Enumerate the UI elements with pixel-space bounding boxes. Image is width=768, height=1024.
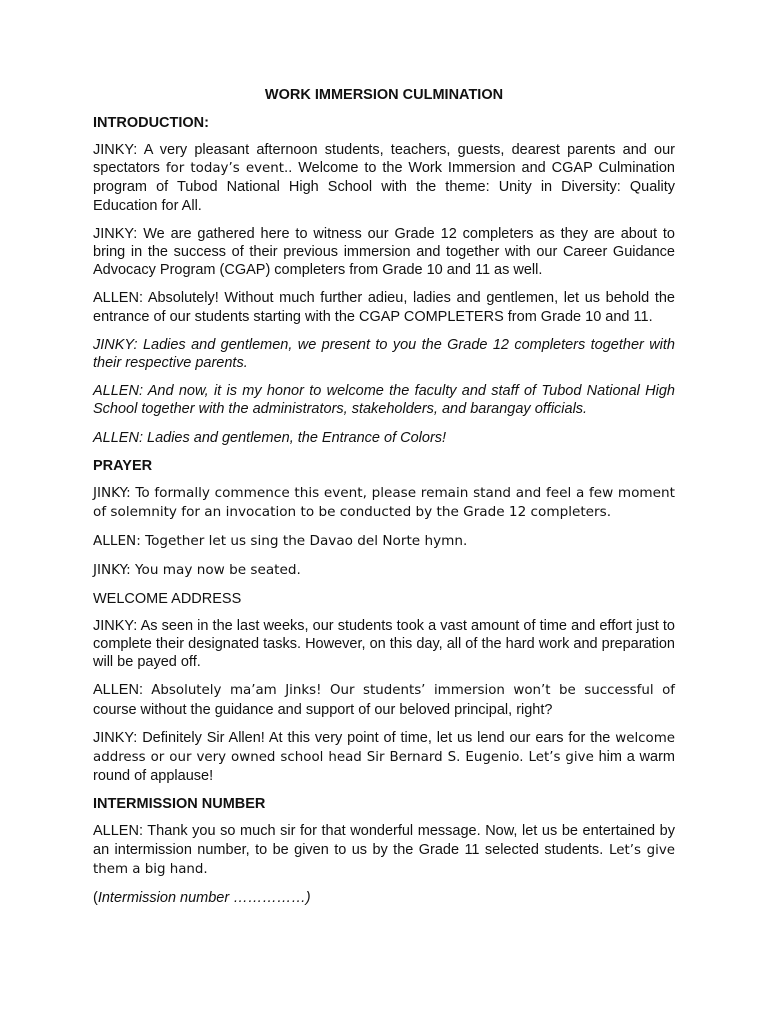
- intermission-paragraph-1: [93, 822, 675, 879]
- introduction-p1-text-b: for today’s event.: [165, 161, 289, 177]
- introduction-p1-text-a: JINKY: A very pleasant afternoon students, teachers, guests, dearest parents and our spectators: [93, 142, 675, 177]
- introduction-paragraph-4: JINKY: Ladies and gentlemen, we present to you the Grade 12 completers together with their respective parents.: [93, 336, 675, 372]
- welcome-address-heading: WELCOME ADDRESS: [93, 590, 242, 607]
- intermission-p2-text-c: ……………): [233, 890, 311, 907]
- introduction-p1-text-c: . Welcome to the Work Immersion and CGAP Culmination program of Tubod National High School with the theme: Unity in Diversity: Quality Education for All.: [93, 160, 675, 214]
- welcome-address-paragraph-3: [93, 729, 675, 786]
- welcome-p2-text-b: Absolutely ma’am Jinks! Our students’ immersion won’t be successful of: [151, 683, 675, 699]
- intermission-p1-text-b: . Let’s give them a big hand.: [93, 842, 676, 877]
- welcome-p3-text-a: JINKY: Definitely Sir Allen! At this very point of time, let us lend our ears for the: [93, 729, 616, 746]
- document-page: [93, 86, 675, 917]
- intermission-paragraph-2: [93, 889, 675, 907]
- introduction-heading: INTRODUCTION:: [93, 115, 209, 131]
- welcome-p2-text-c: course without the guidance and support of our beloved principal, right?: [93, 701, 553, 718]
- introduction-paragraph-1: [93, 141, 675, 215]
- introduction-paragraph-6: ALLEN: Ladies and gentlemen, the Entrance of Colors!: [93, 429, 447, 446]
- welcome-p3-text-b: welcome address or our very owned school head Sir Bernard S. Eugenio. Let’s give: [93, 730, 675, 766]
- document-title: WORK IMMERSION CULMINATION: [264, 87, 504, 103]
- introduction-paragraph-2: JINKY: We are gathered here to witness our Grade 12 completers as they are about to bring in the success of their previous immersion and together with our Career Guidance Advocacy Program (CGAP) completers from Grade 10 and 11 as well.: [93, 225, 675, 279]
- prayer-heading: PRAYER: [93, 457, 153, 474]
- prayer-paragraph-2: ALLEN: Together let us sing the Davao del Norte hymn.: [93, 532, 468, 549]
- welcome-p3-text-c: him a warm round of applause!: [93, 749, 675, 785]
- intermission-p2-text-b: Intermission number: [97, 890, 234, 907]
- prayer-paragraph-1: JINKY: To formally commence this event, please remain stand and feel a few moment of solemnity for an invocation to be conducted by the Grade 12 completers.: [93, 484, 675, 520]
- welcome-address-paragraph-2: [93, 681, 675, 718]
- introduction-paragraph-5: ALLEN: And now, it is my honor to welcome the faculty and staff of Tubod National High School together with the administrators, stakeholders, and barangay officials.: [93, 383, 675, 418]
- welcome-address-paragraph-1: JINKY: As seen in the last weeks, our students took a vast amount of time and effort just to complete their designated tasks. However, on this day, all of the hard work and preparation will be payed off.: [93, 617, 675, 671]
- prayer-paragraph-3: JINKY: You may now be seated.: [93, 561, 301, 578]
- welcome-p2-text-a: ALLEN:: [93, 682, 152, 699]
- intermission-heading: INTERMISSION NUMBER: [93, 796, 266, 813]
- intermission-p2-text-a: (: [93, 890, 98, 907]
- intermission-p1-text-a: ALLEN: Thank you so much sir for that wonderful message. Now, let us be entertained by an intermission number, to be given to us by the Grade 11 selected students: [93, 823, 675, 858]
- introduction-paragraph-3: ALLEN: Absolutely! Without much further adieu, ladies and gentlemen, let us behold the entrance of our students starting with the CGAP COMPLETERS from Grade 10 and 11.: [93, 290, 675, 325]
